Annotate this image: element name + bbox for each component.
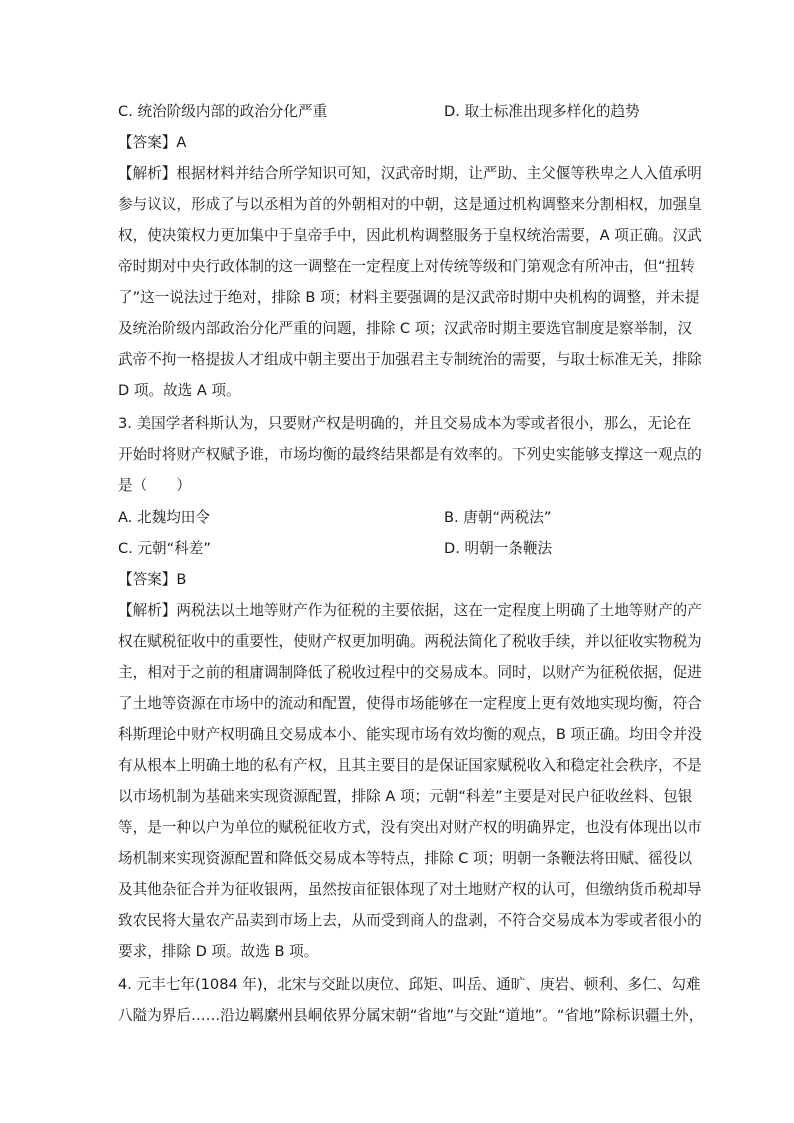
q3-analysis-line: 等，是一种以户为单位的赋税征收方式，没有突出对财产权的明确界定，也没有体现出以市 [118,819,702,836]
q3-option-c: C. 元朝“科差” [118,540,211,557]
q3-analysis-line: 【解析】两税法以土地等财产作为征税的主要依据，这在一定程度上明确了土地等财产的产 [118,602,702,619]
q3-analysis-line: 致农民将大量农产品卖到市场上去，从而受到商人的盘剥，不符合交易成本为零或者很小的 [118,912,702,929]
q3-option-a: A. 北魏均田令 [118,509,210,526]
q3-stem-line: 3. 美国学者科斯认为，只要财产权是明确的，并且交易成本为零或者很小，那么，无论在 [118,415,692,432]
q2-option-d: D. 取士标准出现多样化的趋势 [444,103,640,120]
q4-stem-line: 八隘为界后……沿边羁縻州县峒依界分属宋朝“省地”与交趾“道地”。“省地”除标识疆土外， [118,1007,704,1024]
q2-analysis-line: D 项。故选 A 项。 [118,382,241,399]
q3-answer: 【答案】B [118,571,187,588]
q3-analysis-line: 场机制来实现资源配置和降低交易成本等特点，排除 C 项；明朝一条鞭法将田赋、徭役以 [118,850,693,867]
q4-stem-line: 4. 元丰七年(1084 年)，北宋与交趾以庚位、邱矩、叫岳、通旷、庚岩、顿利、多仁、勾难 [118,976,701,993]
q3-stem-line: 开始时将财产权赋予谁，市场均衡的最终结果都是有效率的。下列史实能够支撑这一观点的 [118,446,702,463]
q3-analysis-line: 了土地等资源在市场中的流动和配置，使得市场能够在一定程度上更有效地实现均衡，符合 [118,695,702,712]
q3-analysis-line: 科斯理论中财产权明确且交易成本小、能实现市场有效均衡的观点，B 项正确。均田令并没 [118,726,702,743]
q3-analysis-line: 有从根本上明确土地的私有产权，且其主要目的是保证国家赋税收入和稳定社会秩序，不是 [118,757,702,774]
q2-analysis-line: 权，使决策权力更加集中于皇帝手中，因此机构调整服务于皇权统治需要，A 项正确。汉武 [118,227,702,244]
q3-option-d: D. 明朝一条鞭法 [444,540,553,557]
q2-answer: 【答案】A [118,134,187,151]
q2-option-c: C. 统治阶级内部的政治分化严重 [118,103,328,120]
q2-analysis-line: 了”这一说法过于绝对，排除 B 项；材料主要强调的是汉武帝时期中央机构的调整，并未提 [118,289,700,306]
q3-analysis-line: 主，相对于之前的租庸调制降低了税收过程中的交易成本。同时，以财产为征税依据，促进 [118,664,702,681]
q3-analysis-line: 及其他杂征合并为征收银两，虽然按亩征银体现了对土地财产权的认可，但缴纳货币税却导 [118,881,702,898]
q2-analysis-line: 参与议议，形成了与以丞相为首的外朝相对的中朝，这是通过机构调整来分割相权，加强皇 [118,196,702,213]
q2-analysis-line: 帝时期对中央行政体制的这一调整在一定程度上对传统等级和门第观念有所冲击，但“扭转 [118,258,695,275]
q2-analysis-line: 武帝不拘一格提拔人才组成中朝主要出于加强君主专制统治的需要，与取士标准无关，排除 [118,351,702,368]
q3-stem-line: 是（ ） [118,477,191,494]
q3-option-b: B. 唐朝“两税法” [444,509,552,526]
q2-analysis-line: 及统治阶级内部政治分化严重的问题，排除 C 项；汉武帝时期主要选官制度是察举制，汉 [118,320,693,337]
q2-analysis-line: 【解析】根据材料并结合所学知识可知，汉武帝时期，让严助、主父偃等秩卑之人入值承明 [118,165,702,182]
q3-analysis-line: 要求，排除 D 项。故选 B 项。 [118,943,319,960]
q3-analysis-line: 权在赋税征收中的重要性，使财产权更加明确。两税法简化了税收手续，并以征收实物税为 [118,633,702,650]
q3-analysis-line: 以市场机制为基础来实现资源配置，排除 A 项；元朝“科差”主要是对民户征收丝料、包银 [118,788,693,805]
